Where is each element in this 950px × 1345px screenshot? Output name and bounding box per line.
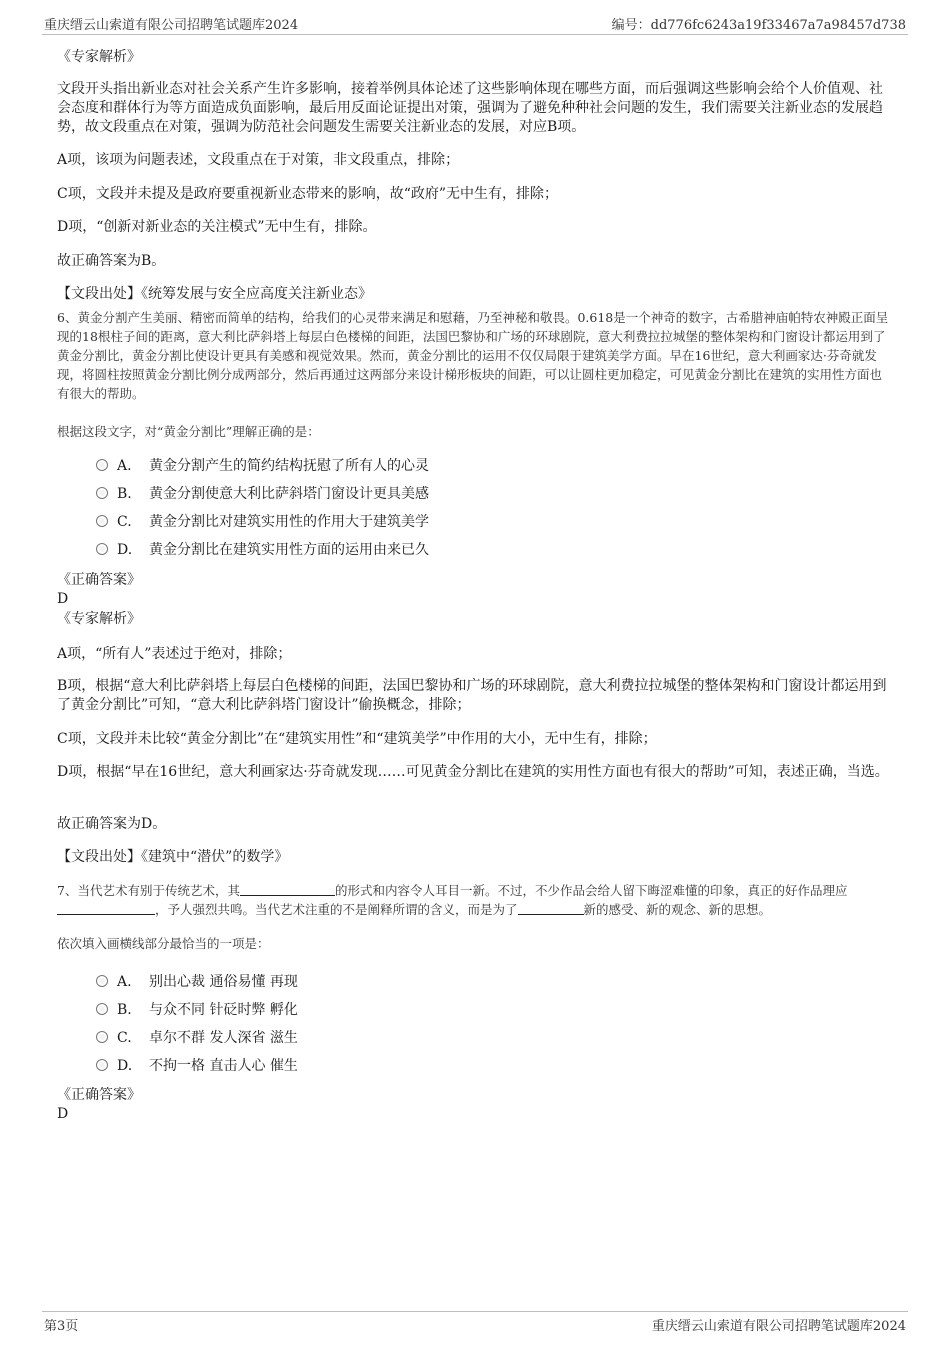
- document-id: 编号：dd776fc6243a19f33467a7a98457d738: [611, 18, 906, 33]
- q5-analysis-label: 《专家解析》: [57, 49, 141, 65]
- radio-icon[interactable]: [96, 1003, 108, 1015]
- header-title: 重庆缙云山索道有限公司招聘笔试题库2024: [44, 18, 299, 33]
- q6-option-d[interactable]: [96, 540, 429, 560]
- radio-icon[interactable]: [96, 975, 108, 987]
- q7-prompt: 依次填入画横线部分最恰当的一项是：: [57, 936, 270, 951]
- radio-icon[interactable]: [96, 487, 108, 499]
- q6-option-b[interactable]: [96, 484, 429, 504]
- option-letter: D.: [117, 1058, 133, 1074]
- fill-blank: [240, 881, 335, 896]
- option-text: 黄金分割比对建筑实用性的作用大于建筑美学: [149, 514, 429, 530]
- page-number: 第3页: [44, 1319, 79, 1334]
- option-letter: C.: [117, 514, 132, 530]
- q7-option-d[interactable]: [96, 1056, 298, 1076]
- q7-answer-label: 《正确答案》: [57, 1087, 141, 1103]
- footer-title: 重庆缙云山索道有限公司招聘笔试题库2024: [651, 1319, 906, 1334]
- page-header: [42, 14, 908, 35]
- q7-passage: [57, 881, 892, 919]
- q6-answer-label: 《正确答案》: [57, 572, 141, 588]
- q6-option-a[interactable]: [96, 456, 429, 476]
- q6-passage: 6、黄金分割产生美丽、精密而简单的结构，给我们的心灵带来满足和慰藉，乃至神秘和敬畏。0.618是一个神奇的数字，古希腊神庙帕特农神殿正面呈现的18根柱子间的距离，意大利比萨斜塔上每层白色楼梯的间距，法国巴黎协和广场的环球剧院，意大利费拉拉城堡的整体架构和门窗设计都运用到了黄金分割比，黄金分割比使设计更具有美感和视觉效果。然而，黄金分割比的运用不仅仅局限于建筑美学方面。早在16世纪，意大利画家达·芬奇就发现，将圆柱按照黄金分割比例分成两部分，然后再通过这两部分来设计梯形板块的间距，可以让圆柱更加稳定，可见黄金分割比在建筑的实用性方面也有很大的帮助。: [57, 310, 889, 401]
- radio-icon[interactable]: [96, 1059, 108, 1071]
- option-letter: A.: [117, 974, 132, 990]
- q7-text-part: 的形式和内容令人耳目一新。不过，不少作品会给人留下晦涩难懂的印象，真正的好作品理应: [334, 883, 848, 898]
- q5-source: 【文段出处】《统筹发展与安全应高度关注新业态》: [57, 286, 372, 302]
- q7-option-b[interactable]: [96, 1000, 298, 1020]
- q6-option-c[interactable]: [96, 512, 429, 532]
- option-text: 黄金分割产生的简约结构抚慰了所有人的心灵: [149, 458, 429, 474]
- q6-option-b-note: B项，根据“意大利比萨斜塔上每层白色楼梯的间距，法国巴黎协和广场的环球剧院，意大利费拉拉城堡的整体架构和门窗设计都运用到了黄金分割比”可知，“意大利比萨斜塔门窗设计”偷换概念，排除；: [57, 678, 887, 713]
- q6-option-c-note: C项，文段并未比较“黄金分割比”在“建筑实用性”和“建筑美学”中作用的大小，无中生有，排除；: [57, 731, 657, 747]
- q5-conclusion: 故正确答案为B。: [57, 253, 166, 269]
- radio-icon[interactable]: [96, 1031, 108, 1043]
- option-text: 黄金分割使意大利比萨斜塔门窗设计更具美感: [149, 486, 429, 502]
- option-letter: D.: [117, 542, 133, 558]
- q5-analysis-text: 文段开头指出新业态对社会关系产生许多影响，接着举例具体论述了这些影响体现在哪些方面，而后强调这些影响会给个人价值观、社会态度和群体行为等方面造成负面影响，最后用反面论证提出对策，强调为了避免种种社会问题的发生，我们需要关注新业态的发展趋势，故文段重点在对策，强调为防范社会问题发生需要关注新业态的发展，对应B项。: [57, 81, 883, 135]
- q7-text-part: ，予人强烈共鸣。当代艺术注重的不是阐释所谓的含义，而是为了: [155, 902, 518, 917]
- q5-option-d-note: D项，“创新对新业态的关注模式”无中生有，排除。: [57, 219, 377, 235]
- q6-analysis-label: 《专家解析》: [57, 611, 141, 627]
- option-text: 别出心裁 通俗易懂 再现: [149, 974, 298, 990]
- q5-option-a-note: A项，该项为问题表述，文段重点在于对策，非文段重点，排除；: [57, 152, 460, 168]
- option-letter: B.: [117, 486, 132, 502]
- q6-source: 【文段出处】《建筑中“潜伏”的数学》: [57, 849, 289, 865]
- q6-option-d-note: D项，根据“早在16世纪，意大利画家达·芬奇就发现……可见黄金分割比在建筑的实用性方面也有很大的帮助”可知，表述正确，当选。: [57, 764, 889, 780]
- option-text: 卓尔不群 发人深省 滋生: [149, 1030, 298, 1046]
- q6-prompt: 根据这段文字，对“黄金分割比”理解正确的是：: [57, 424, 320, 439]
- q7-option-a[interactable]: [96, 972, 298, 992]
- q7-text-part: 新的感受、新的观念、新的思想。: [583, 902, 772, 917]
- page-footer: [42, 1311, 908, 1334]
- q6-conclusion: 故正确答案为D。: [57, 816, 167, 832]
- radio-icon[interactable]: [96, 515, 108, 527]
- q7-option-c[interactable]: [96, 1028, 298, 1048]
- q6-option-a-note: A项，“所有人”表述过于绝对，排除；: [57, 646, 292, 662]
- option-text: 不拘一格 直击人心 催生: [149, 1058, 298, 1074]
- option-text: 黄金分割比在建筑实用性方面的运用由来已久: [149, 542, 429, 558]
- q5-option-c-note: C项，文段并未提及是政府要重视新业态带来的影响，故“政府”无中生有，排除；: [57, 186, 559, 202]
- fill-blank: [57, 900, 155, 915]
- option-letter: A.: [117, 458, 132, 474]
- fill-blank: [518, 900, 584, 915]
- q7-answer: D: [57, 1106, 69, 1122]
- q7-text-part: 7、当代艺术有别于传统艺术，其: [57, 883, 240, 898]
- option-letter: C.: [117, 1030, 132, 1046]
- radio-icon[interactable]: [96, 459, 108, 471]
- option-letter: B.: [117, 1002, 132, 1018]
- option-text: 与众不同 针砭时弊 孵化: [149, 1002, 298, 1018]
- q6-answer: D: [57, 591, 69, 607]
- radio-icon[interactable]: [96, 543, 108, 555]
